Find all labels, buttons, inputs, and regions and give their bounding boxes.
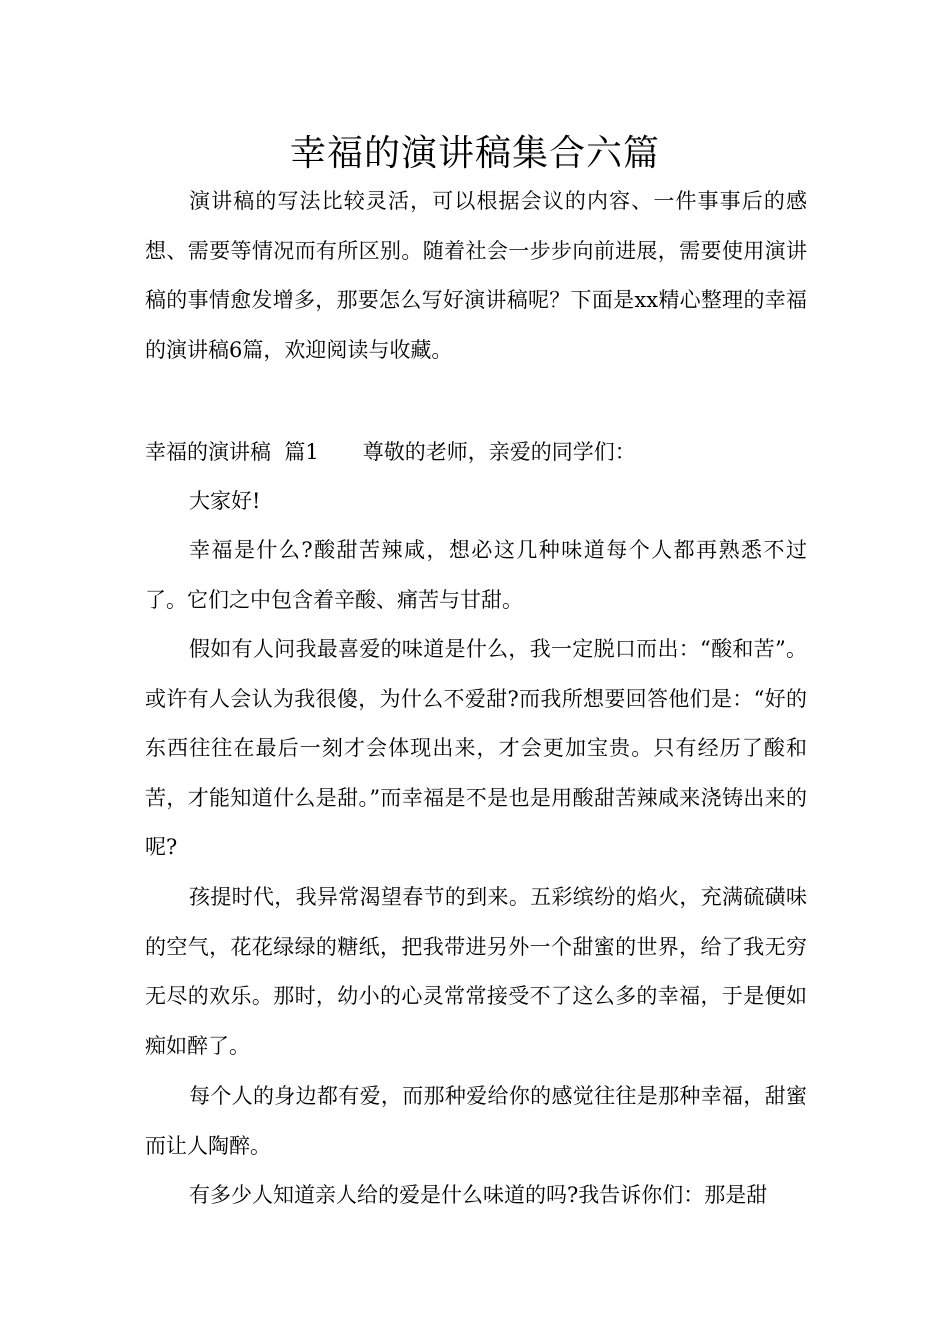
paragraph: 孩提时代，我异常渴望春节的到来。五彩缤纷的焰火，充满硫磺味的空气，花花绿绿的糖纸，把我带进另外一个甜蜜的世界，给了我无穷无尽的欢乐。那时，幼小的心灵常常接受不了这么多的幸福，于是便如痴如醉了。 (145, 885, 807, 1058)
intro-paragraph: 演讲稿的写法比较灵活，可以根据会议的内容、一件事事后的感想、需要等情况而有所区别。随着社会一步步向前进展，需要使用演讲稿的事情愈发增多，那要怎么写好演讲稿呢？下面是xx精心整理的幸福的演讲稿6篇，欢迎阅读与收藏。 (145, 189, 807, 362)
section-heading-line (145, 428, 807, 478)
paragraph: 假如有人问我最喜爱的味道是什么，我一定脱口而出：“酸和苦”。或许有人会认为我很傻，为什么不爱甜?而我所想要回答他们是：“好的东西往往在最后一刻才会体现出来，才会更加宝贵。只有经历了酸和苦，才能知道什么是甜。”而幸福是不是也是用酸甜苦辣咸来浇铸出来的呢? (145, 637, 807, 859)
paragraph: 每个人的身边都有爱，而那种爱给你的感觉往往是那种幸福，甜蜜而让人陶醉。 (145, 1084, 807, 1158)
section-heading: 幸福的演讲稿 篇1 (145, 440, 319, 464)
salutation: 尊敬的老师，亲爱的同学们： (362, 440, 636, 464)
paragraph: 幸福是什么?酸甜苦辣咸，想必这几种味道每个人都再熟悉不过了。它们之中包含着辛酸、痛苦与甘甜。 (145, 538, 807, 612)
document-title: 幸福的演讲稿集合六篇 (289, 133, 660, 174)
paragraph-greeting: 大家好! (189, 489, 261, 513)
paragraph: 有多少人知道亲人给的爱是什么味道的吗?我告诉你们：那是甜 (189, 1183, 768, 1207)
